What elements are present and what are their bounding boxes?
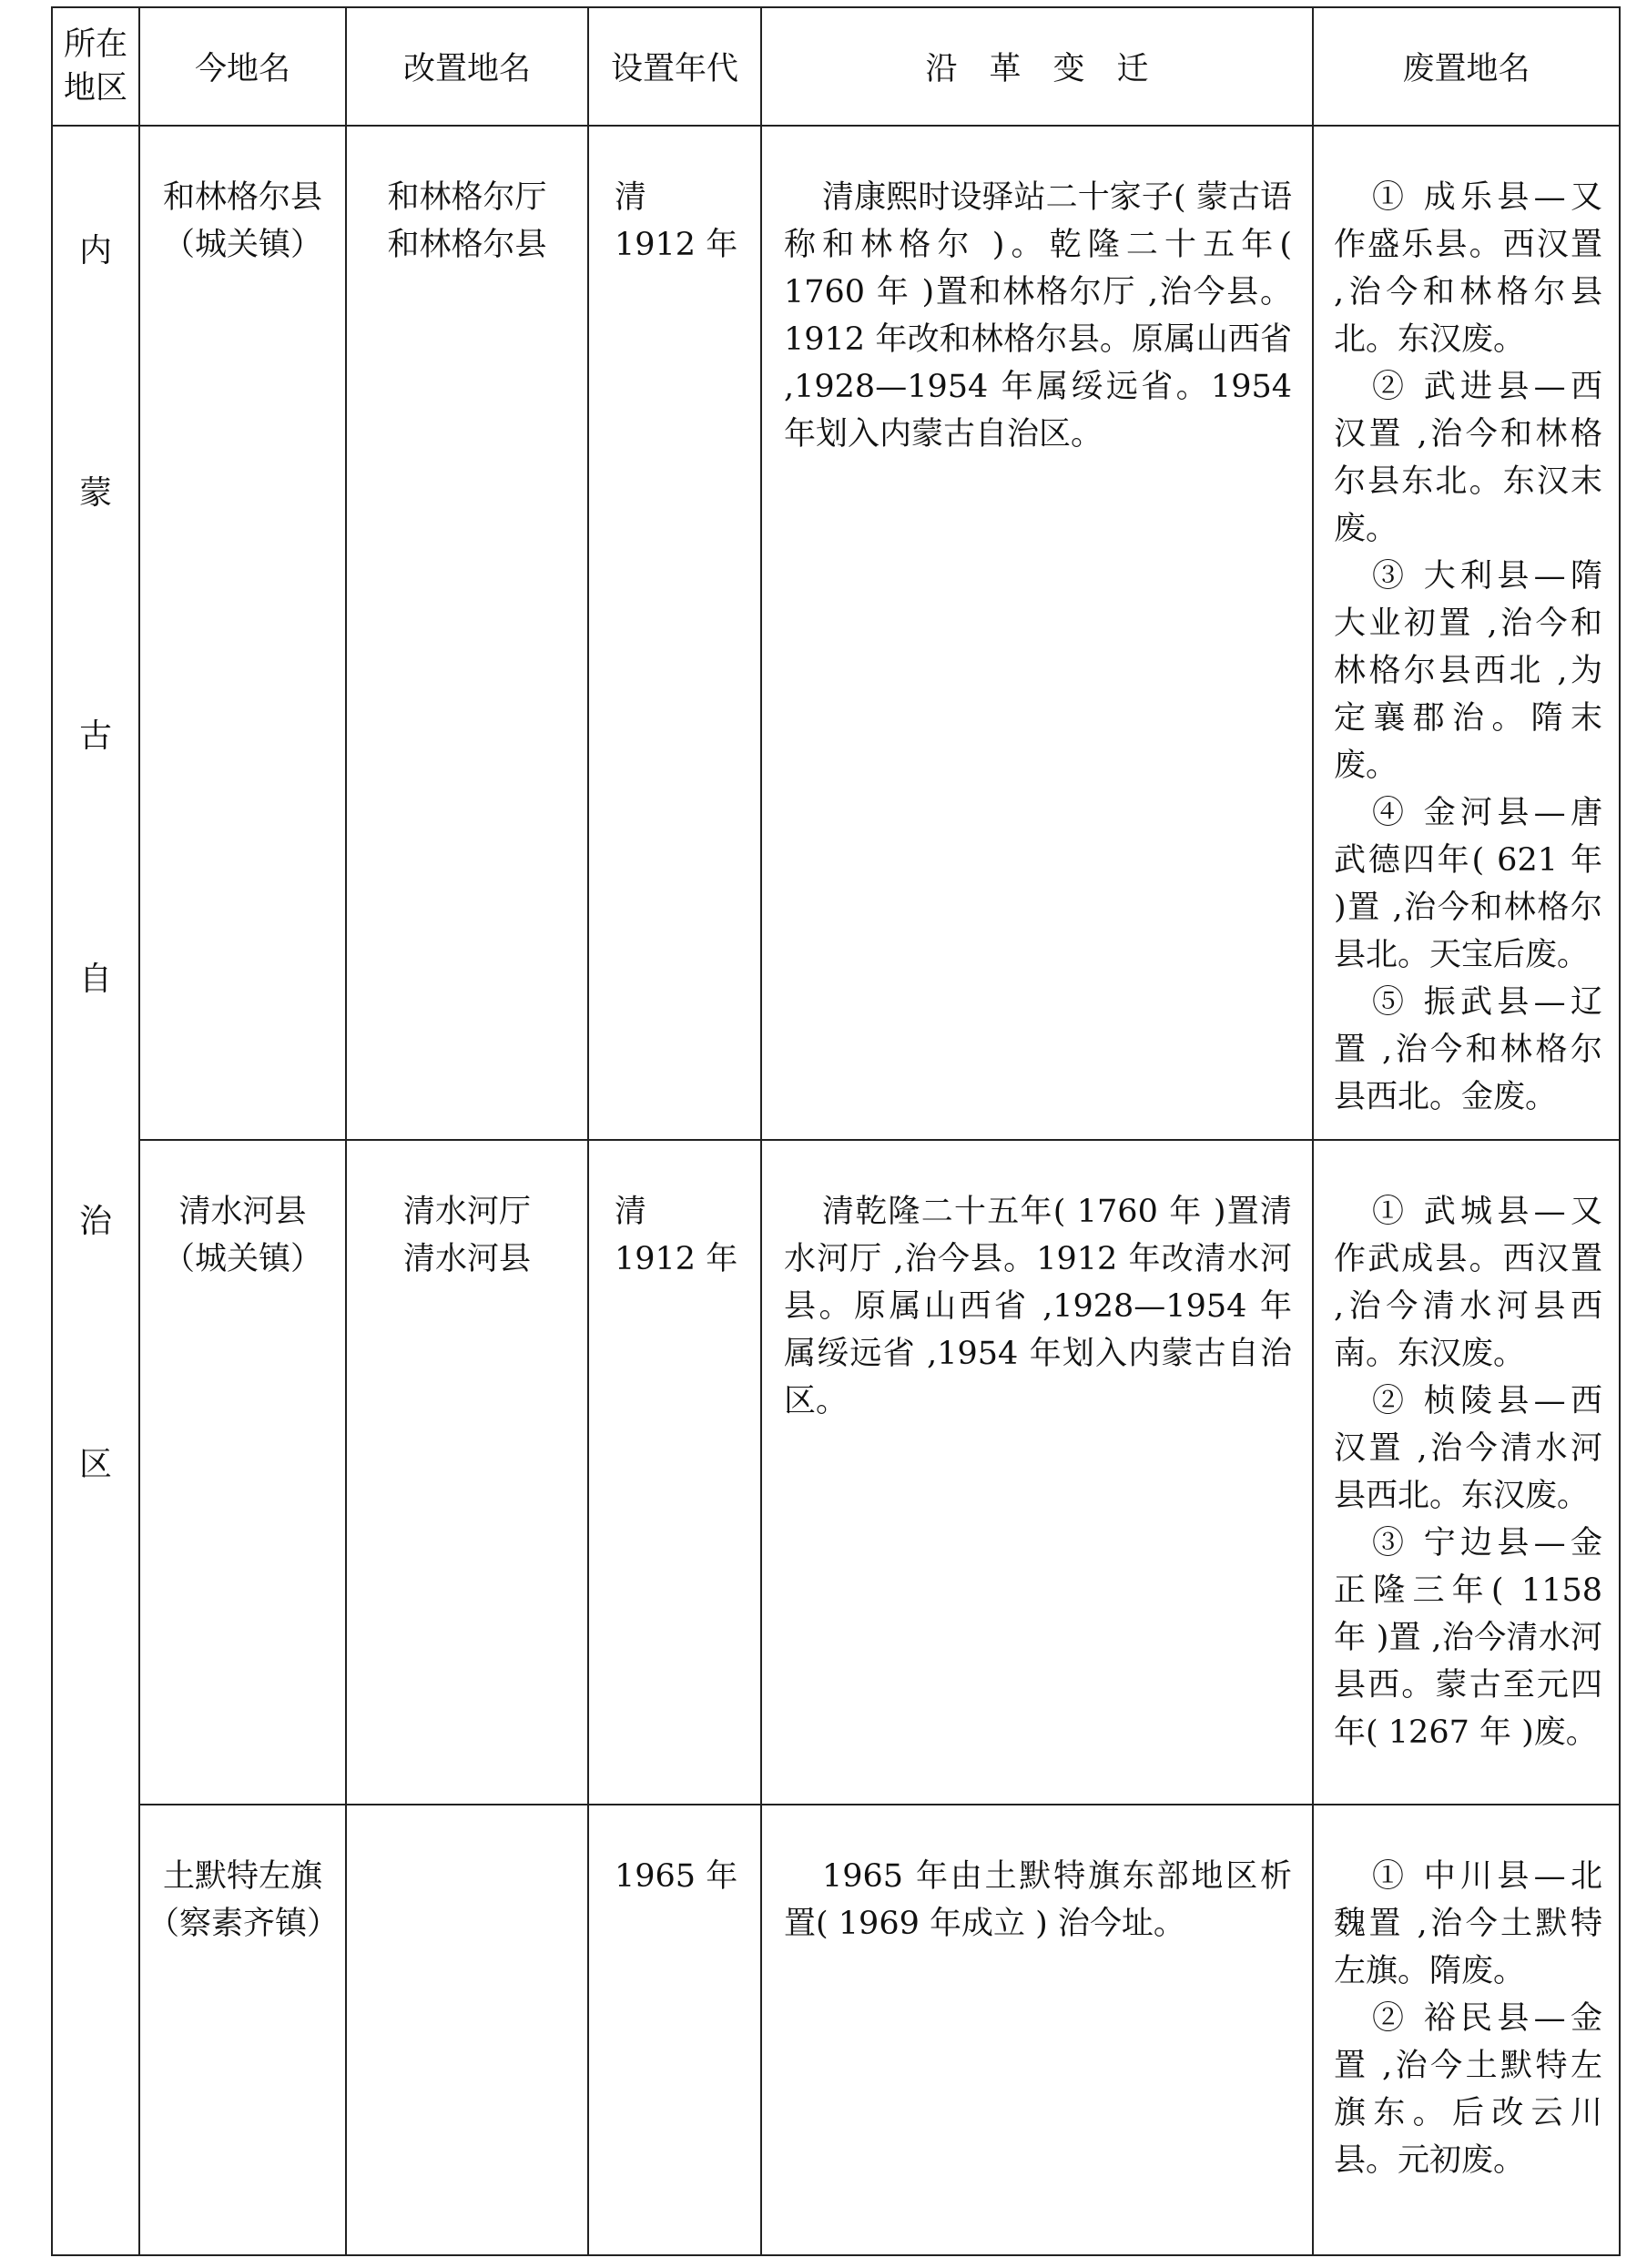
abolished-item: ⑤ 振武县—辽置 ,治今和林格尔县西北。金废。 xyxy=(1334,984,1602,1115)
region-char: 内 xyxy=(78,231,112,270)
changed-name: 清水河厅 xyxy=(402,1194,531,1230)
table-row xyxy=(52,126,1620,1140)
gazetteer-table xyxy=(51,6,1621,2256)
current-name: 清水河县 xyxy=(178,1194,307,1230)
region-char: 蒙 xyxy=(78,474,112,513)
history-cell xyxy=(761,1140,1313,1805)
header-history: 沿 革 变 迁 xyxy=(761,7,1313,126)
header-row xyxy=(52,7,1620,126)
changed-name-cell xyxy=(346,1140,588,1805)
established-cell xyxy=(588,1140,761,1805)
established-cell xyxy=(588,1805,761,2255)
changed-name-cell xyxy=(346,126,588,1140)
abolished-cell xyxy=(1313,1805,1620,2255)
abolished-item: ③ 大利县—隋大业初置 ,治今和林格尔县西北 ,为定襄郡治。隋末废。 xyxy=(1334,558,1602,784)
region-char: 治 xyxy=(78,1203,112,1241)
abolished-item: ① 中川县—北魏置 ,治今土默特左旗。隋废。 xyxy=(1334,1858,1602,1989)
header-abolished: 废置地名 xyxy=(1313,7,1620,126)
history-text: 1965 年由土默特旗东部地区析置( 1969 年成立 ) 治今址。 xyxy=(784,1858,1292,1942)
established-year: 1912 年 xyxy=(615,227,738,263)
current-name: 和林格尔县 xyxy=(162,179,322,216)
abolished-item: ① 武城县—又作武成县。西汉置 ,治今清水河县西南。东汉废。 xyxy=(1334,1194,1602,1372)
abolished-item: ④ 金河县—唐武德四年( 621 年 )置 ,治今和林格尔县北。天宝后废。 xyxy=(1334,795,1602,973)
established-era: 清 xyxy=(615,1194,647,1230)
current-name-seat: （城关镇） xyxy=(162,1241,322,1277)
current-name-seat: （察素齐镇） xyxy=(147,1906,340,1942)
current-name-cell xyxy=(139,126,346,1140)
region-char: 自 xyxy=(78,960,112,998)
abolished-cell xyxy=(1313,1140,1620,1805)
header-region-line-1: 所在 xyxy=(63,26,127,63)
current-name: 土默特左旗 xyxy=(162,1858,322,1895)
abolished-item: ① 成乐县—又作盛乐县。西汉置 ,治今和林格尔县北。东汉废。 xyxy=(1334,179,1602,358)
history-cell xyxy=(761,1805,1313,2255)
header-current-name: 今地名 xyxy=(139,7,346,126)
region-char: 古 xyxy=(78,717,112,756)
header-region xyxy=(52,7,139,126)
history-text: 清乾隆二十五年( 1760 年 )置清水河厅 ,治今县。1912 年改清水河县。原属山西省 ,1928—1954 年属绥远省 ,1954 年划入内蒙古自治区。 xyxy=(784,1194,1292,1419)
table-row xyxy=(52,1140,1620,1805)
abolished-item: ② 桢陵县—西汉置 ,治今清水河县西北。东汉废。 xyxy=(1334,1383,1602,1514)
current-name-cell xyxy=(139,1805,346,2255)
abolished-item: ② 武进县—西汉置 ,治今和林格尔县东北。东汉末废。 xyxy=(1334,369,1602,547)
established-era: 清 xyxy=(615,179,647,216)
current-name-seat: （城关镇） xyxy=(162,227,322,263)
changed-name-cell xyxy=(346,1805,588,2255)
current-name-cell xyxy=(139,1140,346,1805)
history-text: 清康熙时设驿站二十家子( 蒙古语称和林格尔 )。乾隆二十五年( 1760 年 )置和林格尔厅 ,治今县。1912 年改和林格尔县。原属山西省 ,1928—1954 年属绥远省。1954 年划入内蒙古自治区。 xyxy=(784,179,1292,453)
changed-name: 清水河县 xyxy=(402,1241,531,1277)
established-cell xyxy=(588,126,761,1140)
table-row xyxy=(52,1805,1620,2255)
header-changed-name: 改置地名 xyxy=(346,7,588,126)
region-cell xyxy=(52,126,139,2255)
region-char: 区 xyxy=(78,1446,112,1484)
established-year: 1912 年 xyxy=(615,1241,738,1277)
established-year: 1965 年 xyxy=(615,1858,738,1895)
abolished-item: ② 裕民县—金置 ,治今土默特左旗东。后改云川县。元初废。 xyxy=(1334,2000,1602,2179)
abolished-cell xyxy=(1313,126,1620,1140)
changed-name: 和林格尔县 xyxy=(387,227,547,263)
changed-name: 和林格尔厅 xyxy=(387,179,547,216)
header-region-line-2: 地区 xyxy=(63,70,127,107)
history-cell xyxy=(761,126,1313,1140)
region-name xyxy=(53,127,138,1583)
abolished-item: ③ 宁边县—金正隆三年( 1158 年 )置 ,治今清水河县西。蒙古至元四年( 1267 年 )废。 xyxy=(1334,1525,1602,1751)
header-established: 设置年代 xyxy=(588,7,761,126)
